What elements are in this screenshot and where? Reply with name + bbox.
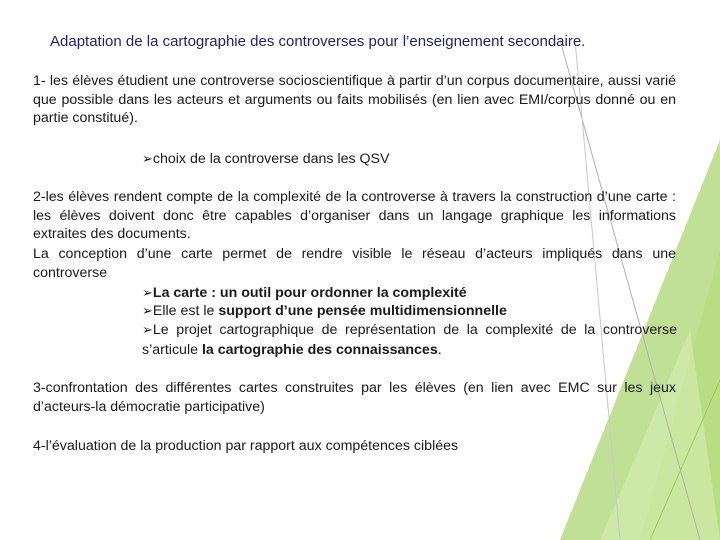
arrow-bullet-icon: ➢ bbox=[142, 323, 153, 338]
bullet-projet-cartographique: ➢Le projet cartographique de représentation de la complexité de la controverse s’articule la cartographie des connaissances. bbox=[142, 322, 677, 358]
slide-title: Adaptation de la cartographie des controverses pour l’enseignement secondaire. bbox=[50, 33, 586, 50]
bullet-carte-outil: ➢La carte : un outil pour ordonner la complexité bbox=[142, 285, 467, 301]
bullet-support-pensee: ➢Elle est le support d’une pensée multidimensionnelle bbox=[142, 303, 507, 319]
bullet-choix-controverse: ➢choix de la controverse dans les QSV bbox=[142, 151, 390, 167]
paragraph-step-3: 3-confrontation des différentes cartes construites par les élèves (en lien avec EMC sur les jeux d’acteurs-la démocratie participative) bbox=[33, 380, 676, 415]
paragraph-step-4: 4-l’évaluation de la production par rapport aux compétences ciblées bbox=[33, 438, 459, 454]
paragraph-step-2: 2-les élèves rendent compte de la complexité de la controverse à travers la construction d’une carte : les élèves doivent donc être capables d’organiser dans un langage graphique les informations extraites des documents. bbox=[33, 189, 676, 242]
arrow-bullet-icon: ➢ bbox=[142, 304, 153, 319]
paragraph-step-1: 1- les élèves étudient une controverse socioscientifique à partir d’un corpus documentaire, aussi varié que possible dans les acteurs et arguments ou faits mobilisés (en lien avec EMI/corpus donné ou en partie constitué). bbox=[33, 73, 676, 126]
paragraph-conception: La conception d’une carte permet de rendre visible le réseau d’acteurs impliqués dans une controverse bbox=[33, 246, 676, 281]
arrow-bullet-icon: ➢ bbox=[142, 286, 153, 301]
arrow-bullet-icon: ➢ bbox=[142, 152, 153, 167]
